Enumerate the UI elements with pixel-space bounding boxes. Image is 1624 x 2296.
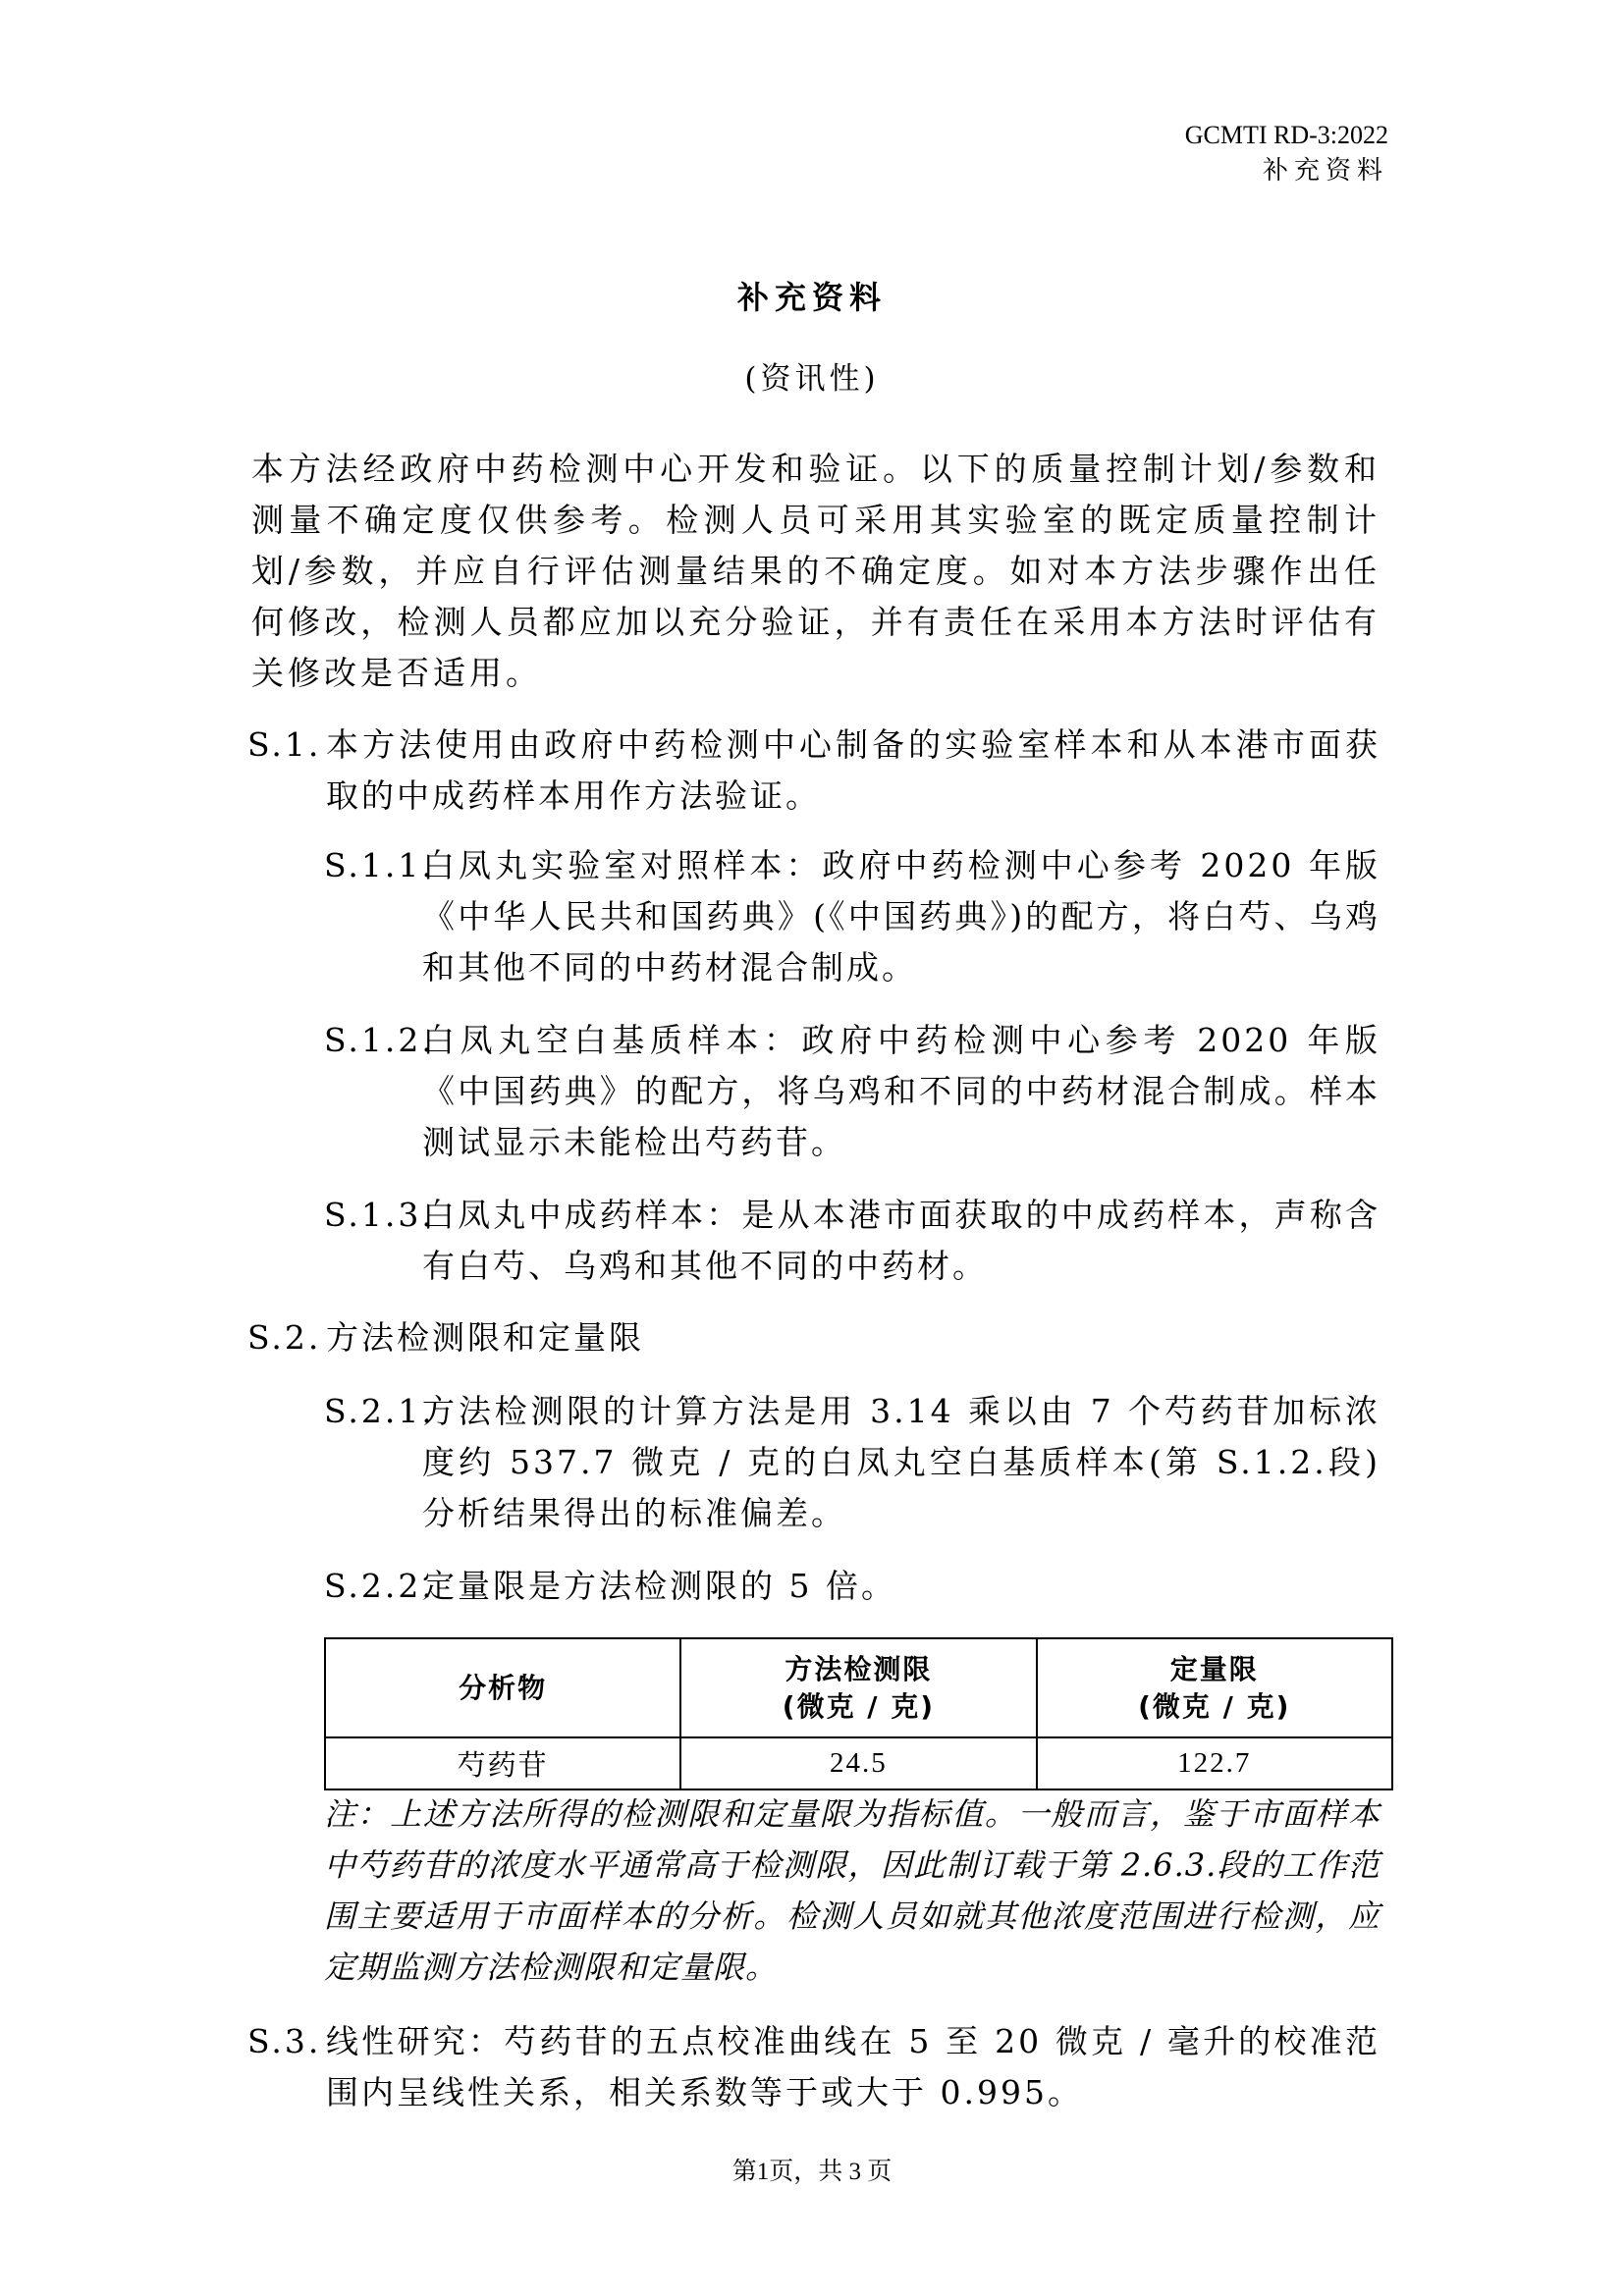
section-number: S.1.2. xyxy=(324,1021,435,1059)
intro-paragraph: 本方法经政府中药检测中心开发和验证。以下的质量控制计划/参数和测量不确定度仅供参考。检测人员可采用其实验室的既定质量控制计划/参数，并应自行评估测量结果的不确定度。如对本方法步骤作出任何修改，检测人员都应加以充分验证，并有责任在采用本方法时评估有关修改是否适用。 xyxy=(251,450,1380,692)
section-number: S.3. xyxy=(247,2022,322,2060)
section-s2-2 xyxy=(324,1561,1380,1612)
section-s1-3 xyxy=(324,1190,1380,1292)
section-text: 白凤丸空白基质样本：政府中药检测中心参考 2020 年版《中国药典》的配方，将乌鸡和不同的中药材混合制成。样本测试显示未能检出芍药苷。 xyxy=(422,1021,1380,1161)
cell-analyte: 芍药苷 xyxy=(325,1737,680,1789)
section-number: S.1.3. xyxy=(324,1196,435,1234)
section-text: 方法检测限的计算方法是用 3.14 乘以由 7 个芍药苷加标浓度约 537.7 微克 / 克的白凤丸空白基质样本(第 S.1.2.段)分析结果得出的标准偏差。 xyxy=(422,1392,1380,1532)
section-number: S.2. xyxy=(247,1318,322,1357)
table-note: 注：上述方法所得的检测限和定量限为指标值。一般而言，鉴于市面样本中芍药苷的浓度水平通常高于检测限，因此制订载于第 2.6.3.段的工作范围主要适用于市面样本的分析。检测人员如就其他浓度范围进行检测，应定期监测方法检测限和定量限。 xyxy=(324,1795,1380,1986)
table-row xyxy=(325,1737,1392,1789)
column-header-loq: 定量限 (微克 / 克) xyxy=(1037,1638,1392,1737)
column-header-mdl: 方法检测限 (微克 / 克) xyxy=(680,1638,1036,1737)
section-number: S.2.1. xyxy=(324,1392,435,1430)
section-number: S.1. xyxy=(247,725,322,764)
header-subtitle: 补充资料 xyxy=(1262,156,1388,185)
table-header-row xyxy=(325,1638,1392,1737)
section-s1 xyxy=(247,720,1380,822)
section-text: 白凤丸实验室对照样本：政府中药检测中心参考 2020 年版《中华人民共和国药典》(《中国药典》)的配方，将白芍、乌鸡和其他不同的中药材混合制成。 xyxy=(422,846,1380,987)
section-text: 本方法使用由政府中药检测中心制备的实验室样本和从本港市面获取的中成药样本用作方法验证。 xyxy=(326,725,1380,815)
page-subtitle: (资讯性) xyxy=(744,361,880,397)
cell-mdl: 24.5 xyxy=(680,1737,1036,1789)
document-code: GCMTI RD-3:2022 xyxy=(1184,121,1388,149)
section-s2 xyxy=(247,1312,1380,1363)
section-s3 xyxy=(247,2016,1380,2118)
page-header xyxy=(1185,118,1388,188)
cell-loq: 122.7 xyxy=(1037,1737,1392,1789)
section-number: S.2.2. xyxy=(324,1567,435,1605)
section-text: 定量限是方法检测限的 5 倍。 xyxy=(422,1567,896,1605)
page-title: 补充资料 xyxy=(736,279,887,316)
section-text: 线性研究：芍药苷的五点校准曲线在 5 至 20 微克 / 毫升的校准范围内呈线性关系，相关系数等于或大于 0.995。 xyxy=(326,2022,1380,2111)
section-s2-1 xyxy=(324,1386,1380,1539)
detection-limit-table xyxy=(324,1637,1393,1790)
section-s1-2 xyxy=(324,1015,1380,1168)
section-s1-1 xyxy=(324,840,1380,993)
section-number: S.1.1. xyxy=(324,846,435,884)
section-text: 白凤丸中成药样本：是从本港市面获取的中成药样本，声称含有白芍、乌鸡和其他不同的中药材。 xyxy=(422,1196,1380,1285)
column-header-analyte: 分析物 xyxy=(325,1638,680,1737)
page-footer: 第1页，共 3 页 xyxy=(731,2159,893,2185)
section-text: 方法检测限和定量限 xyxy=(326,1318,644,1357)
